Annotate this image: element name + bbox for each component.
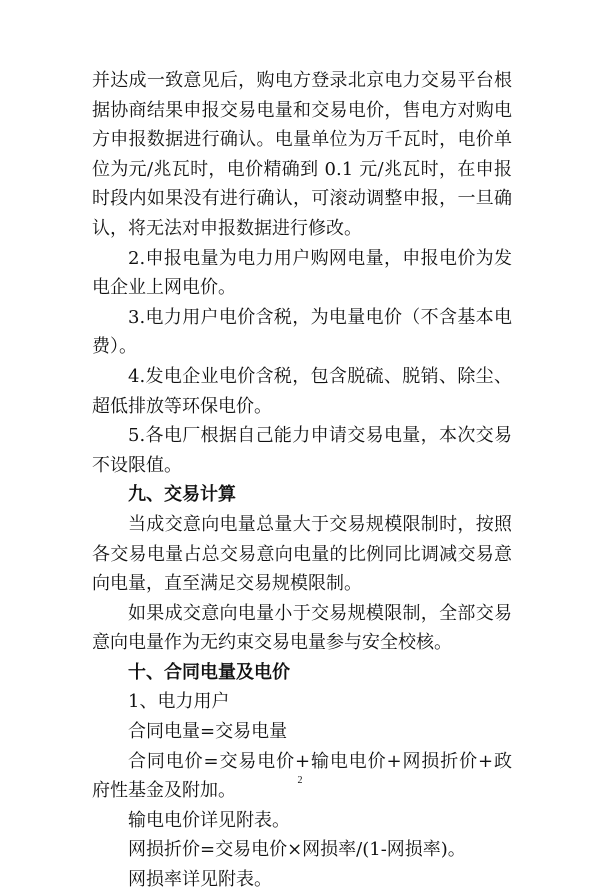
paragraph-item-3: 3.电力用户电价含税，为电量电价（不含基本电费）。 xyxy=(92,306,512,358)
paragraph-calculation-2: 如果成交意向电量小于交易规模限制，全部交易意向电量作为无约束交易电量参与安全校核。 xyxy=(92,602,512,654)
note-loss-rate: 网损率详见附表。 xyxy=(128,869,272,891)
section-heading-9: 九、交易计算 xyxy=(128,484,236,506)
formula-loss-discount: 网损折价=交易电价×网损率/(1-网损率)。 xyxy=(128,839,466,861)
subheading-power-users: 1、电力用户 xyxy=(128,691,230,713)
paragraph-calculation-1: 当成交意向电量总量大于交易规模限制时，按照各交易电量占总交易意向电量的比例同比调减交易意向电量，直至满足交易规模限制。 xyxy=(92,513,512,595)
page-number: 2 xyxy=(297,775,303,786)
section-heading-10: 十、合同电量及电价 xyxy=(128,661,290,683)
formula-contract-price: 合同电价=交易电价+输电电价+网损折价+政府性基金及附加。 xyxy=(92,750,512,802)
paragraph-item-4: 4.发电企业电价含税，包含脱硫、脱销、除尘、超低排放等环保电价。 xyxy=(92,365,512,417)
note-transmission-price: 输电电价详见附表。 xyxy=(128,809,290,831)
paragraph-declaration-process: 并达成一致意见后，购电方登录北京电力交易平台根据协商结果申报交易电量和交易电价，售电方对购电方申报数据进行确认。电量单位为万千瓦时，电价单位为元/兆瓦时，电价精确到 0.1 元/兆瓦时，在申报时段内如果没有进行确认，可滚动调整申报，一旦确认，将无法对申报数据进行修改。 xyxy=(92,70,512,239)
document-page xyxy=(92,66,512,895)
paragraph-item-2: 2.申报电量为电力用户购网电量，申报电价为发电企业上网电价。 xyxy=(92,247,512,299)
formula-contract-energy: 合同电量=交易电量 xyxy=(128,721,288,743)
paragraph-item-5: 5.各电厂根据自己能力申请交易电量，本次交易不设限值。 xyxy=(92,425,512,476)
